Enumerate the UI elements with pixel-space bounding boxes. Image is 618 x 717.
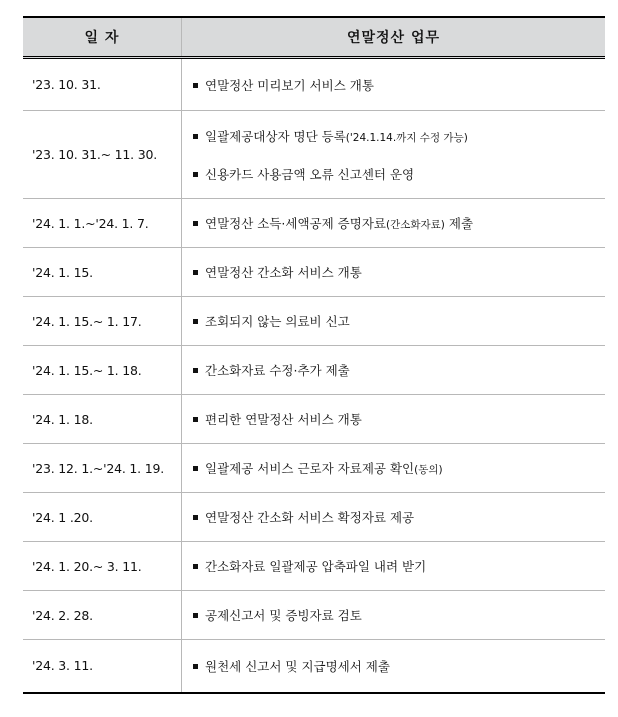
row-task <box>182 591 606 640</box>
task-note: ('24.1.14.까지 수정 가능) <box>345 131 468 144</box>
row-date: '24. 1. 20.~ 3. 11. <box>23 542 182 591</box>
row-date: '24. 2. 28. <box>23 591 182 640</box>
square-bullet-icon <box>193 368 198 373</box>
task-item <box>193 214 605 232</box>
table-header-row <box>23 17 605 58</box>
square-bullet-icon <box>193 664 198 669</box>
row-date: '24. 3. 11. <box>23 640 182 693</box>
square-bullet-icon <box>193 221 198 226</box>
task-item <box>193 557 605 575</box>
task-text: 연말정산 간소화 서비스 확정자료 제공 <box>205 510 415 525</box>
table-row <box>23 591 605 640</box>
row-task <box>182 640 606 693</box>
square-bullet-icon <box>193 172 198 177</box>
row-task <box>182 111 606 199</box>
schedule-table-wrapper <box>23 16 605 694</box>
task-text-suffix: 제출 <box>444 216 474 231</box>
row-date: '24. 1. 15. <box>23 248 182 297</box>
task-item <box>193 165 605 183</box>
table-row <box>23 493 605 542</box>
table-row <box>23 444 605 493</box>
table-body <box>23 58 605 693</box>
row-task <box>182 199 606 248</box>
square-bullet-icon <box>193 417 198 422</box>
task-text: 간소화자료 일괄제공 압축파일 내려 받기 <box>205 559 427 574</box>
table-row <box>23 542 605 591</box>
task-item <box>193 361 605 379</box>
header-task: 연말정산 업무 <box>182 17 606 58</box>
square-bullet-icon <box>193 83 198 88</box>
task-item <box>193 508 605 526</box>
row-task <box>182 493 606 542</box>
square-bullet-icon <box>193 466 198 471</box>
header-date: 일 자 <box>23 17 182 58</box>
task-text: 신용카드 사용금액 오류 신고센터 운영 <box>205 166 415 182</box>
row-task <box>182 395 606 444</box>
task-text: 연말정산 소득·세액공제 증명자료 <box>205 216 386 231</box>
task-item <box>193 263 605 281</box>
table-row <box>23 640 605 693</box>
task-item <box>193 410 605 428</box>
square-bullet-icon <box>193 613 198 618</box>
table-row <box>23 297 605 346</box>
year-end-settlement-schedule-table <box>23 16 605 694</box>
row-task <box>182 542 606 591</box>
task-text: 조회되지 않는 의료비 신고 <box>205 314 350 329</box>
task-text: 간소화자료 수정·추가 제출 <box>205 363 350 378</box>
task-item <box>193 657 605 675</box>
row-task <box>182 346 606 395</box>
task-text: 일괄제공대상자 명단 등록 <box>205 128 346 144</box>
row-date: '24. 1. 18. <box>23 395 182 444</box>
task-text: 편리한 연말정산 서비스 개통 <box>205 412 362 427</box>
row-date: '23. 10. 31.~ 11. 30. <box>23 111 182 199</box>
row-date: '23. 10. 31. <box>23 58 182 111</box>
task-text: 원천세 신고서 및 지급명세서 제출 <box>205 658 390 674</box>
row-date: '24. 1. 1.~'24. 1. 7. <box>23 199 182 248</box>
square-bullet-icon <box>193 319 198 324</box>
task-text: 연말정산 미리보기 서비스 개통 <box>205 77 374 93</box>
table-row <box>23 248 605 297</box>
row-date: '24. 1 .20. <box>23 493 182 542</box>
task-text: 공제신고서 및 증빙자료 검토 <box>205 608 362 623</box>
row-date: '23. 12. 1.~'24. 1. 19. <box>23 444 182 493</box>
table-row <box>23 199 605 248</box>
task-item <box>193 459 605 477</box>
task-item <box>193 76 605 94</box>
task-note: (간소화자료) <box>385 219 445 231</box>
table-row <box>23 58 605 111</box>
task-note: (동의) <box>414 464 443 476</box>
row-task <box>182 444 606 493</box>
row-task <box>182 248 606 297</box>
table-row <box>23 395 605 444</box>
table-row <box>23 346 605 395</box>
task-item <box>193 127 605 145</box>
table-row <box>23 111 605 199</box>
task-text: 일괄제공 서비스 근로자 자료제공 확인 <box>205 461 415 476</box>
row-date: '24. 1. 15.~ 1. 17. <box>23 297 182 346</box>
square-bullet-icon <box>193 270 198 275</box>
task-item <box>193 606 605 624</box>
row-task <box>182 297 606 346</box>
row-date: '24. 1. 15.~ 1. 18. <box>23 346 182 395</box>
square-bullet-icon <box>193 515 198 520</box>
task-item <box>193 312 605 330</box>
row-task <box>182 58 606 111</box>
square-bullet-icon <box>193 564 198 569</box>
task-text: 연말정산 간소화 서비스 개통 <box>205 265 362 280</box>
square-bullet-icon <box>193 134 198 139</box>
